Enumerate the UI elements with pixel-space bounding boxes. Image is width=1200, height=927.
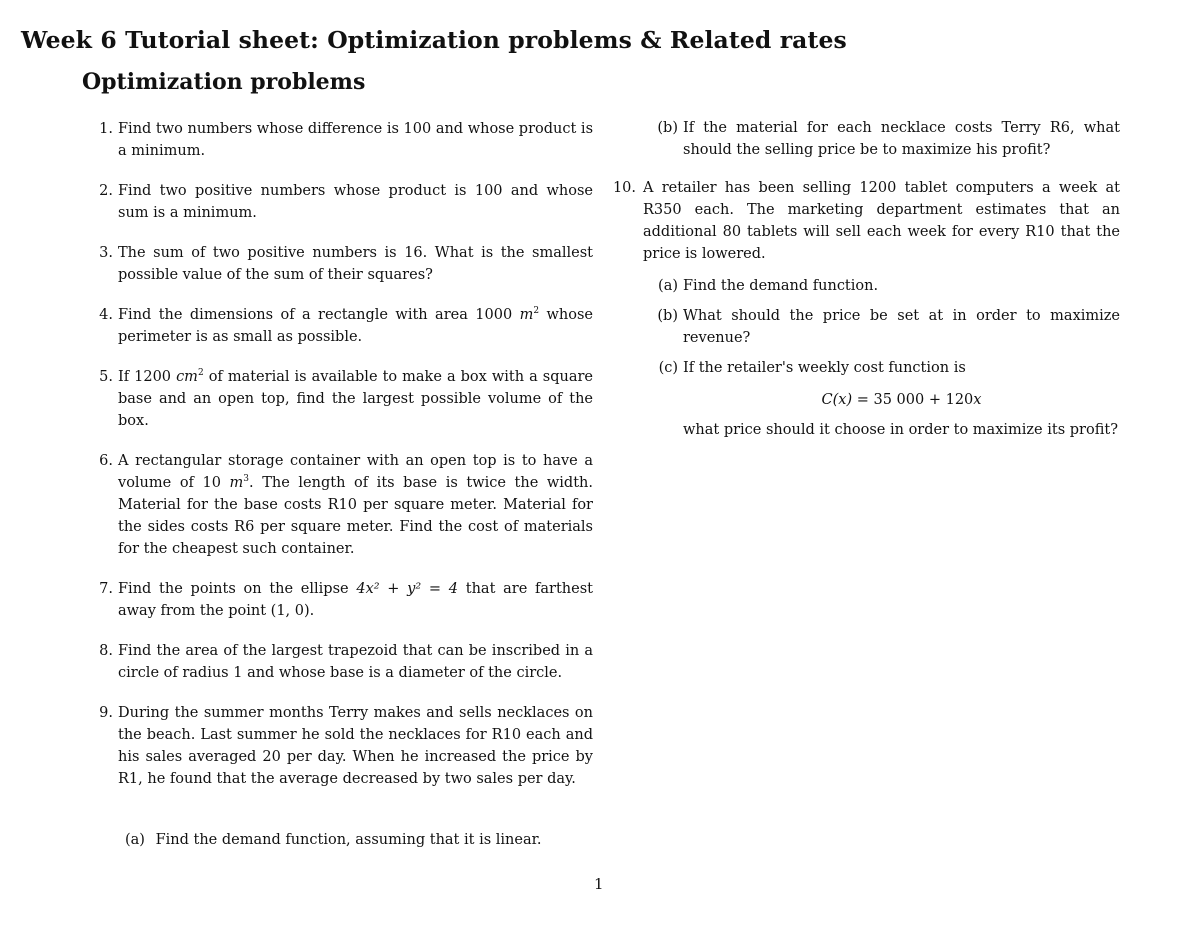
part-text: What should the price be set at in order to maximize revenue? — [683, 308, 1120, 346]
section-heading: Optimization problems — [82, 69, 366, 95]
part-label: (a) — [658, 278, 678, 294]
cost-function-formula — [683, 389, 1120, 411]
formula-rhs: = 35 000 + 120 — [852, 392, 974, 408]
page-title: Week 6 Tutorial sheet: Optimization problems & Related rates — [21, 26, 847, 54]
problem-text: Find two positive numbers whose product is 100 and whose sum is a minimum. — [118, 183, 593, 221]
problem-text: Find two numbers whose difference is 100 and whose product is a minimum. — [118, 121, 594, 159]
unit: cm — [176, 369, 198, 385]
problem-10-part-b — [608, 305, 1120, 349]
problem-8 — [93, 640, 593, 684]
problem-text: If 1200 — [118, 369, 177, 385]
problem-number: 1. — [99, 121, 113, 137]
problem-text: Find the dimensions of a rectangle with area 1000 — [118, 307, 520, 323]
part-label: (c) — [658, 360, 678, 376]
page-number: 1 — [594, 875, 604, 893]
problem-number: 6. — [99, 453, 113, 469]
unit: m — [229, 475, 244, 491]
problem-10-part-a — [608, 275, 1120, 297]
problem-text: A rectangular storage container with an open top is to have a volume of 10 — [118, 453, 593, 491]
left-column — [93, 118, 593, 808]
problem-number: 8. — [99, 643, 113, 659]
unit: m — [519, 307, 534, 323]
problem-number: 3. — [99, 245, 113, 261]
part-label: (b) — [657, 308, 678, 324]
part-text: Find the demand function. — [683, 278, 879, 294]
problem-text-cont: that are farthest away from the point (1, 0). — [118, 581, 593, 619]
part-text: If the material for each necklace costs Terry R6, what should the selling price be to maximize his profit? — [683, 120, 1120, 158]
problem-1 — [93, 118, 593, 162]
problem-number: 10. — [612, 180, 636, 196]
problem-9-part-a — [125, 829, 542, 851]
problem-text: Find the points on the ellipse — [118, 581, 357, 597]
part-text: Find the demand function, assuming that it is linear. — [155, 832, 542, 848]
problem-4 — [93, 304, 593, 348]
problem-text-cont: of material is available to make a box with a square base and an open top, find the largest possible volume of the box. — [118, 369, 593, 429]
problem-number: 5. — [99, 369, 113, 385]
problem-9 — [93, 702, 593, 790]
right-column — [608, 117, 1120, 441]
problem-5 — [93, 366, 593, 432]
problem-10-part-c-continuation: what price should it choose in order to maximize its profit? — [683, 422, 1118, 438]
problem-text: Find the area of the largest trapezoid that can be inscribed in a circle of radius 1 and whose base is a diameter of the circle. — [118, 643, 593, 681]
part-label: (b) — [657, 120, 678, 136]
exponent: 3 — [243, 474, 250, 484]
problem-number: 7. — [99, 581, 113, 597]
problem-number: 4. — [99, 307, 113, 323]
problem-3 — [93, 242, 593, 286]
problem-text: A retailer has been selling 1200 tablet computers a week at R350 each. The marketing department estimates that an additional 80 tablets will sell each week for every R10 that the price is lowered. — [643, 180, 1120, 262]
exponent: 2 — [197, 368, 204, 378]
problem-text-cont: . The length of its base is twice the width. Material for the base costs R10 per square meter. Material for the sides costs R6 per square meter. Find the cost of materials for the cheapest such container. — [118, 475, 593, 557]
formula-var: x — [973, 392, 982, 408]
part-label: (a) — [125, 832, 145, 848]
problem-6 — [93, 450, 593, 560]
problem-number: 9. — [99, 705, 113, 721]
problem-10 — [608, 177, 1120, 265]
formula-lhs: C(x) — [821, 392, 853, 408]
problem-number: 2. — [99, 183, 113, 199]
problem-text: During the summer months Terry makes and sells necklaces on the beach. Last summer he sold the necklaces for R10 each and his sales averaged 20 per day. When he increased the price by R1, he found that the average decreased by two sales per day. — [118, 705, 593, 787]
problem-9-part-b — [608, 117, 1120, 161]
exponent: 2 — [533, 306, 540, 316]
problem-text: The sum of two positive numbers is 16. What is the smallest possible value of the sum of their squares? — [118, 245, 593, 283]
problem-text-cont: whose perimeter is as small as possible. — [118, 307, 593, 345]
problem-2 — [93, 180, 593, 224]
problem-7 — [93, 578, 593, 622]
problem-10-part-c — [608, 357, 1120, 379]
part-text: If the retailer's weekly cost function is — [683, 360, 966, 376]
ellipse-equation: 4x² + y² = 4 — [356, 581, 459, 597]
